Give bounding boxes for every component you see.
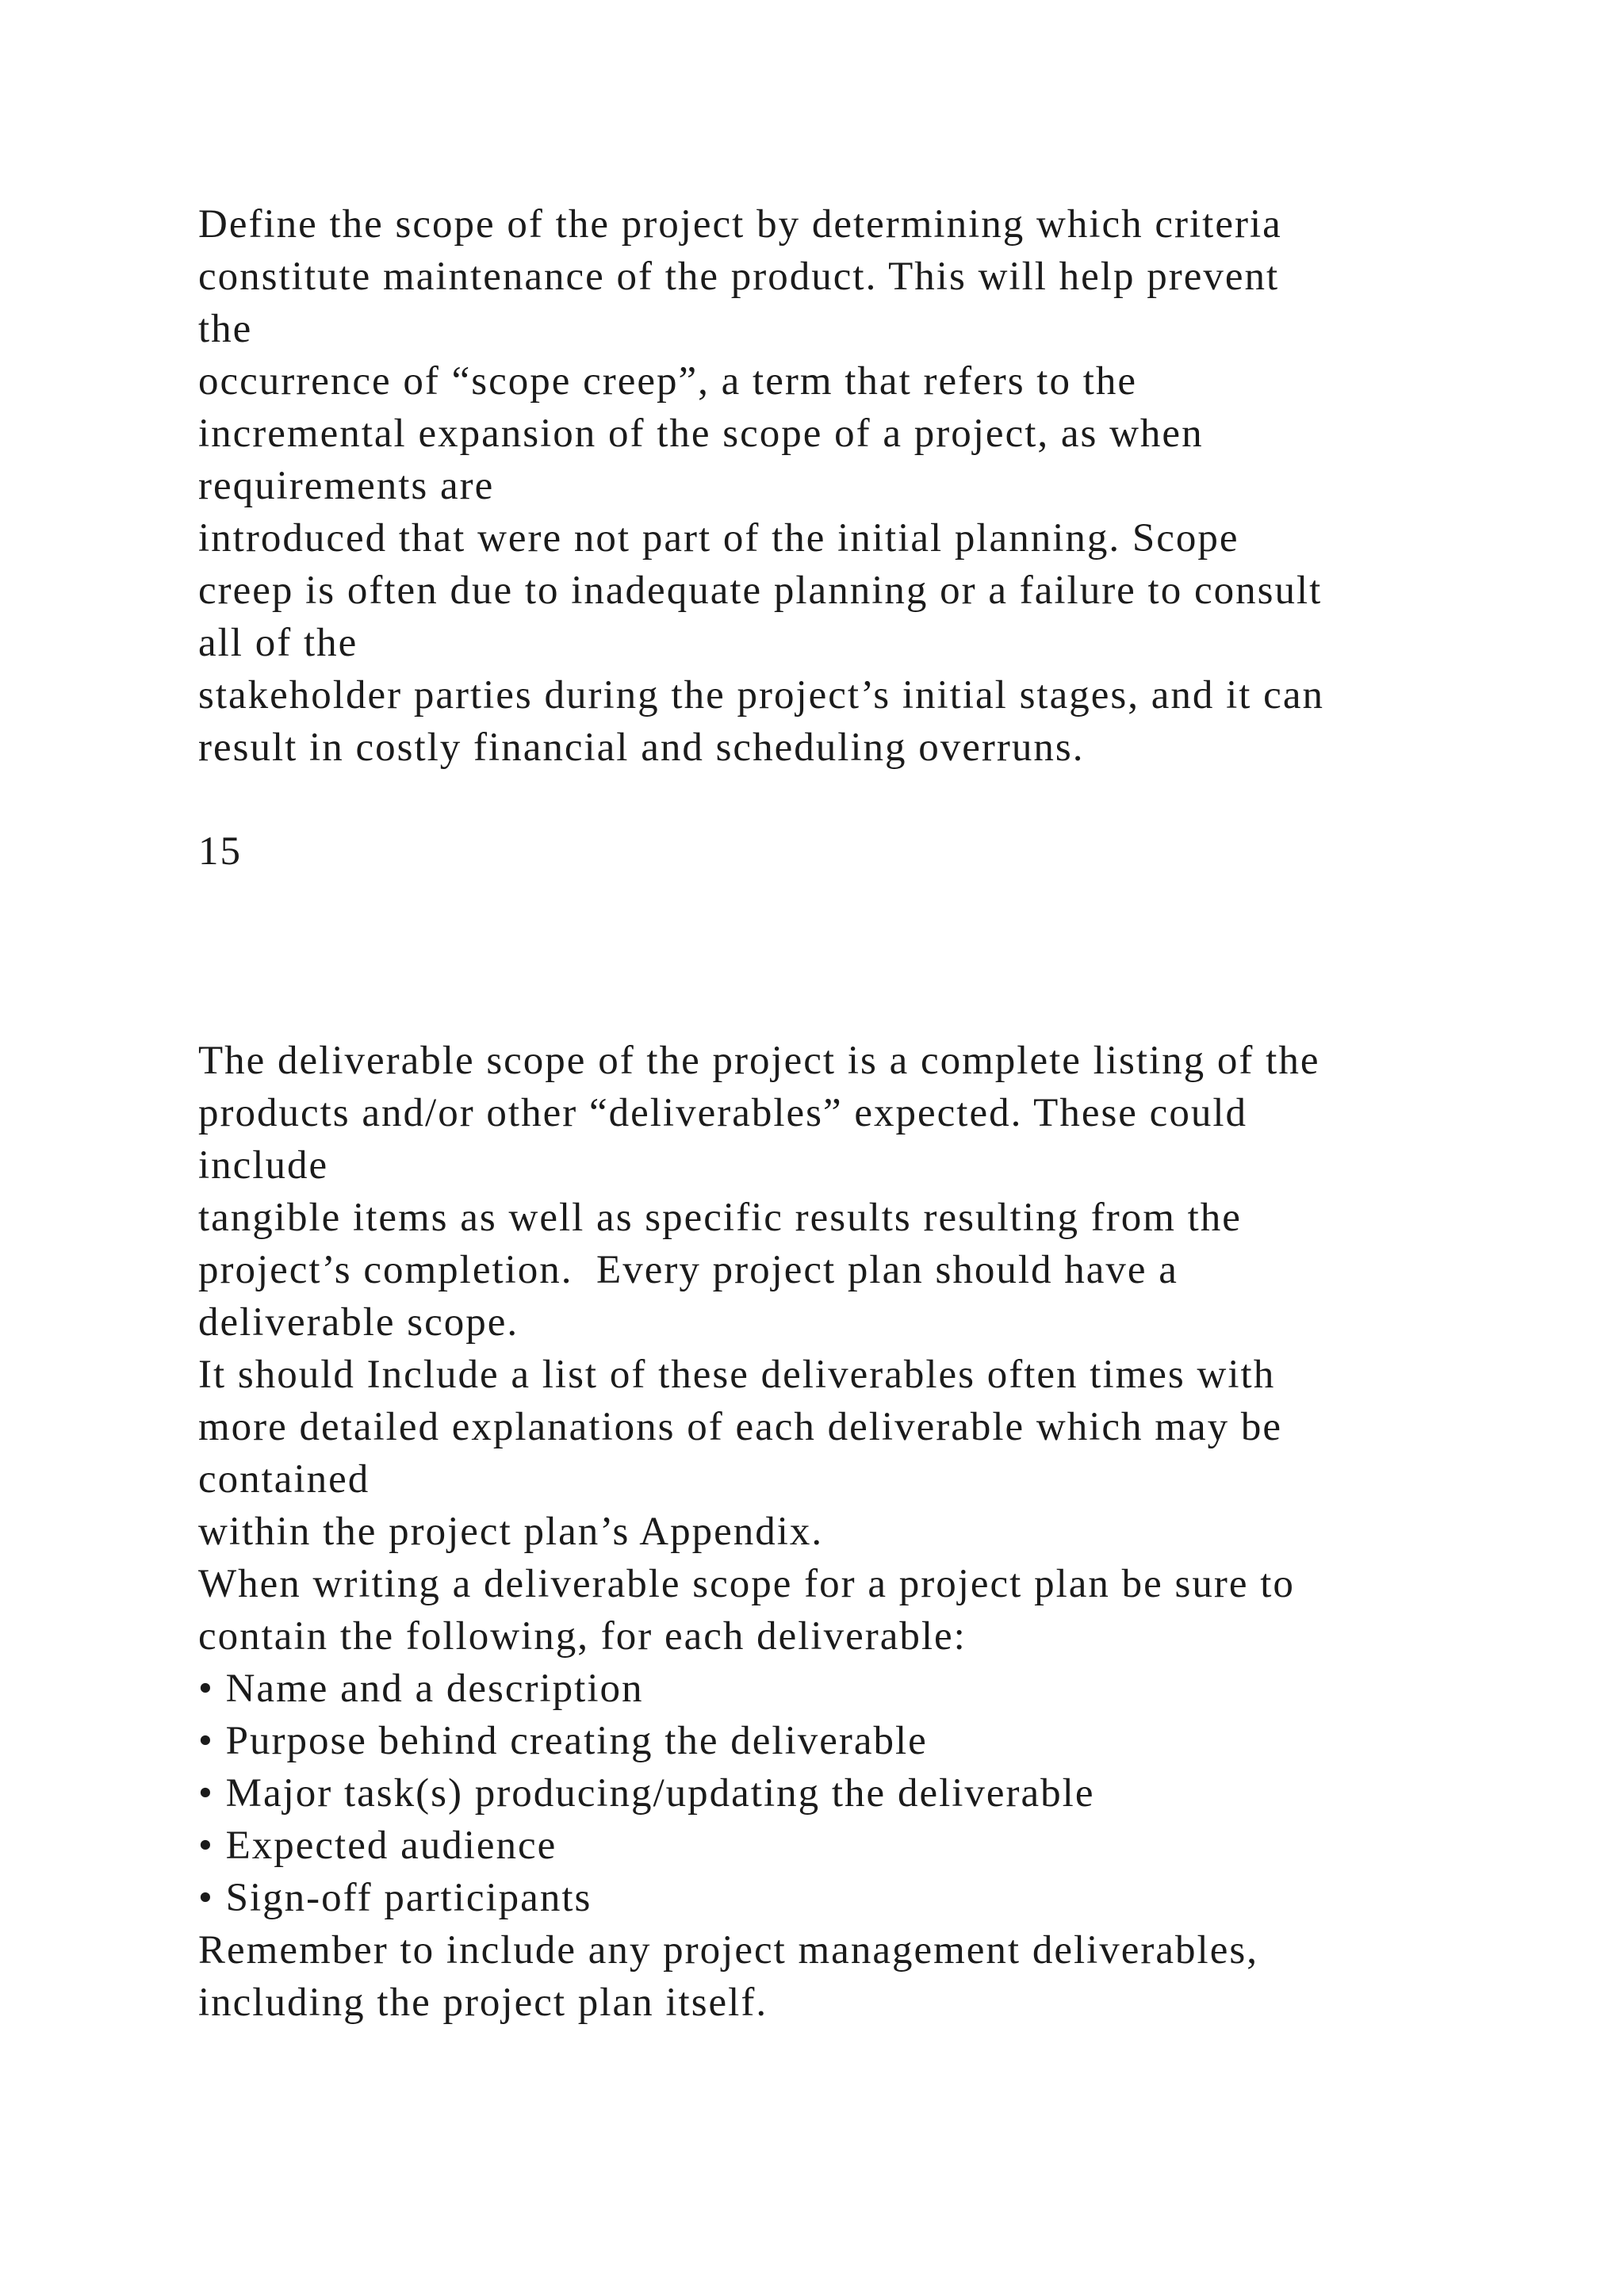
bullet-item: • Expected audience — [198, 1823, 557, 1868]
page-number-text: 15 — [198, 829, 242, 874]
text-line: requirements are — [198, 464, 495, 508]
scope-creep-paragraph — [198, 198, 1515, 774]
text-line: occurrence of “scope creep”, a term that refers to the — [198, 359, 1138, 404]
text-line: introduced that were not part of the initial planning. Scope — [198, 516, 1239, 561]
deliverable-scope-paragraph — [198, 1035, 1515, 2029]
text-line: Define the scope of the project by determining which criteria — [198, 202, 1282, 247]
text-line: include — [198, 1143, 329, 1188]
text-line: including the project plan itself. — [198, 1980, 768, 2025]
text-line: deliverable scope. — [198, 1300, 519, 1345]
text-line: When writing a deliverable scope for a project plan be sure to — [198, 1562, 1295, 1606]
page-number — [198, 825, 1515, 878]
bullet-item: • Sign-off participants — [198, 1876, 592, 1920]
text-line: The deliverable scope of the project is a complete listing of the — [198, 1039, 1320, 1083]
text-line: contained — [198, 1457, 370, 1502]
text-line: the — [198, 307, 253, 351]
text-line: stakeholder parties during the project’s initial stages, and it can — [198, 673, 1324, 718]
text-line: contain the following, for each deliverable: — [198, 1614, 967, 1659]
text-line: incremental expansion of the scope of a project, as when — [198, 411, 1204, 456]
bullet-item: • Name and a description — [198, 1667, 644, 1711]
text-line: tangible items as well as specific results resulting from the — [198, 1196, 1242, 1240]
text-line: creep is often due to inadequate planning or a failure to consult — [198, 568, 1323, 613]
text-line: products and/or other “deliverables” expected. These could — [198, 1091, 1247, 1135]
text-line: all of the — [198, 621, 358, 665]
text-line: It should Include a list of these deliverables often times with — [198, 1353, 1276, 1397]
text-line: constitute maintenance of the product. This will help prevent — [198, 254, 1280, 299]
text-line: within the project plan’s Appendix. — [198, 1510, 824, 1554]
text-line: Remember to include any project management deliverables, — [198, 1928, 1258, 1973]
text-line: more detailed explanations of each deliverable which may be — [198, 1405, 1282, 1449]
bullet-item: • Purpose behind creating the deliverable — [198, 1719, 928, 1763]
text-line: project’s completion. Every project plan should have a — [198, 1248, 1178, 1292]
bullet-item: • Major task(s) producing/updating the deliverable — [198, 1771, 1095, 1816]
text-line: result in costly financial and scheduling overruns. — [198, 725, 1085, 770]
